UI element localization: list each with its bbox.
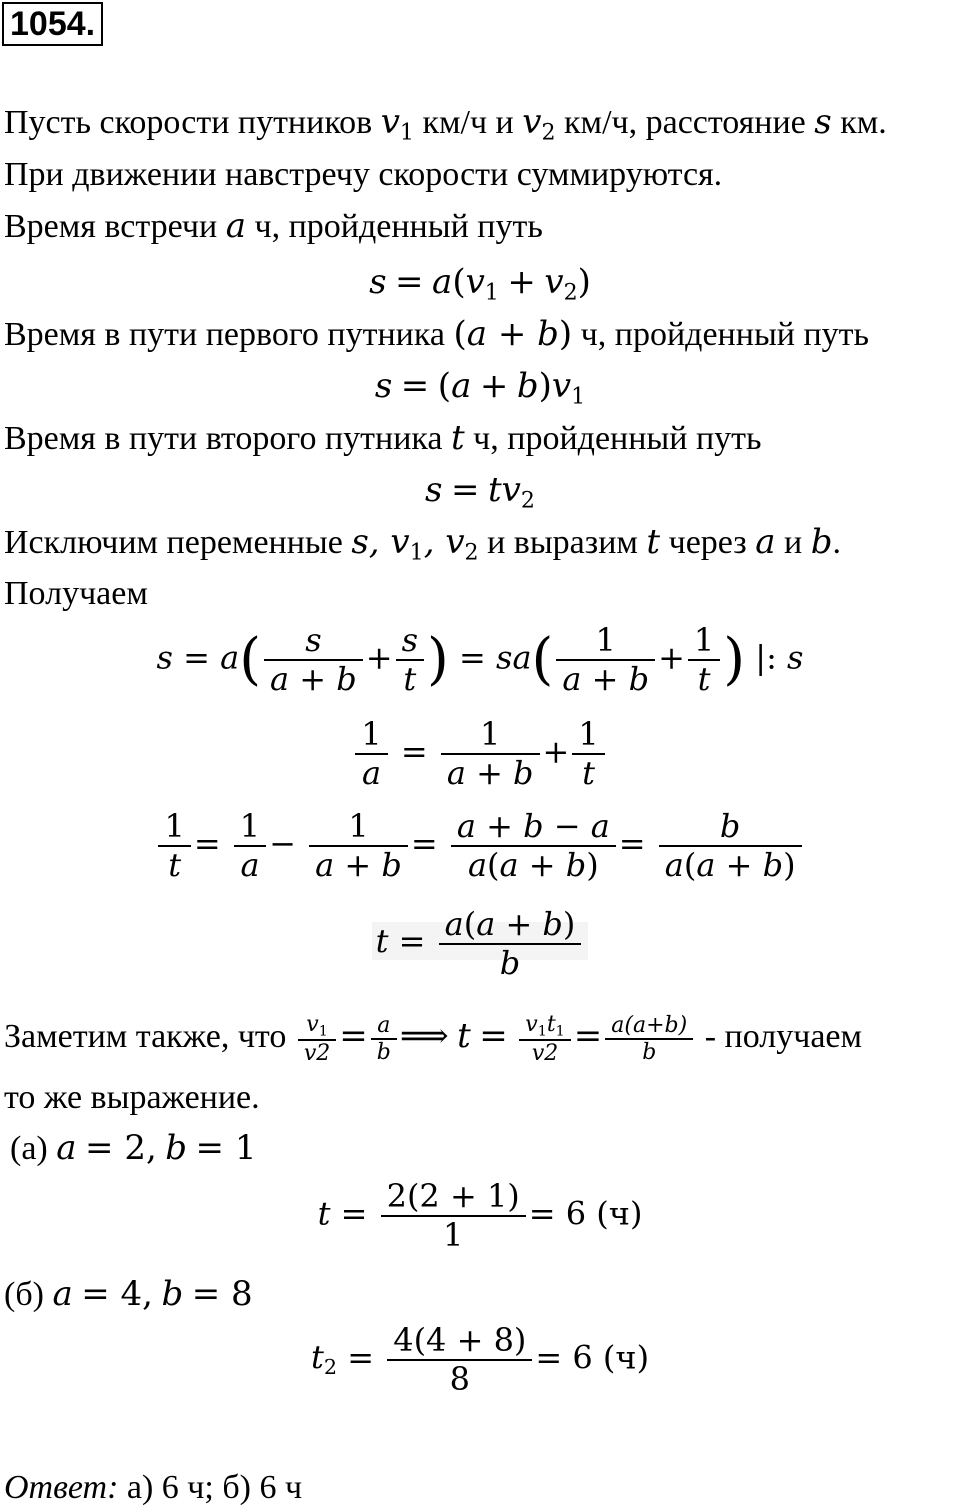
equation-2: $s = (a + b)v_1$ (374, 366, 586, 410)
equation-1: $s = a(v_1 + v_2)$ (369, 262, 591, 306)
text-fragment: Время встречи (4, 208, 226, 245)
text-fragment: ч, пройденный путь (464, 420, 762, 457)
text-fragment: км/ч, расстояние (555, 104, 815, 141)
text-fragment: Пусть скорости путников (4, 104, 381, 141)
text-line-4 (4, 314, 869, 355)
text-fragment: Время в пути первого путника (4, 316, 454, 353)
equation-4: s = a( $\frac{s}{a + b}$ + $\frac{s}{t}$ ) = sa( $\frac{1}{a + b}$ + $\frac{1}{t}$ ) |: s (156, 621, 804, 698)
text-fragment: ч, пройденный путь (572, 316, 870, 353)
text-line-1 (4, 102, 887, 153)
note-line: Заметим также, что $\frac{v_1}{v2}$ = $\frac{a}{b}$ ⟹ t = $\frac{v_1t_1}{v2}$ = $\frac{a(a+b)}{b}$ - получаем (4, 1011, 863, 1067)
equation-7: t = $\frac{a(a + b)}{b}$ (0, 906, 960, 982)
text-line-8: то же выражение. (4, 1079, 260, 1116)
text-line-3 (4, 206, 543, 247)
math-a: a (225, 206, 246, 246)
text-fragment: (б) (4, 1276, 53, 1313)
text-line-7: Получаем (4, 575, 148, 612)
text-fragment: (а) (10, 1130, 57, 1167)
equation-3: $s = tv_2$ (425, 470, 535, 514)
answer-line (4, 1468, 302, 1508)
answer-value: а) 6 ч; б) 6 ч (118, 1469, 303, 1506)
text-line-5 (4, 418, 762, 459)
math-v1: $v_1$ (380, 102, 414, 146)
text-fragment: . (832, 524, 841, 561)
text-fragment: и выразим (478, 524, 647, 561)
text-line-2: При движении навстречу скорости суммируются. (4, 156, 723, 193)
unit-hour: (ч) (596, 1194, 643, 1233)
text-fragment: и (775, 524, 811, 561)
equation-case-a: t = $\frac{2(2 + 1)}{1}$ = 6 (ч) (317, 1177, 643, 1254)
equation-5: $\frac{1}{a}$ = $\frac{1}{a + b}$ + $\frac{1}{t}$ (0, 716, 960, 792)
text-fragment: км/ч и (413, 104, 523, 141)
math-v2: $v_2$ (522, 102, 556, 146)
text-fragment: ч, пройденный путь (245, 208, 543, 245)
math-a-plus-b: (a + b) (453, 314, 573, 354)
math-s: s (814, 102, 832, 142)
text-fragment: через (660, 524, 756, 561)
text-fragment: км. (831, 104, 887, 141)
case-b-line: (б) a = 4, b = 8 (4, 1274, 253, 1314)
math-variables: s, $v_1$, $v_2$ (351, 522, 479, 566)
text-fragment: - получаем (696, 1018, 863, 1055)
text-fragment: Исключим переменные (4, 524, 352, 561)
unit-hour: (ч) (602, 1338, 650, 1377)
answer-label: Ответ: (4, 1469, 119, 1506)
equation-case-b: $t_2$ = $\frac{4(4 + 8)}{8}$ = 6 (ч) (310, 1321, 650, 1398)
equation-6: $\frac{1}{t}$ = $\frac{1}{a}$ − $\frac{1}{a + b}$ = $\frac{a + b - a}{a(a + b)}$ = $\frac{b}{a(a + b)}$ (0, 808, 960, 884)
case-a-line: (а) a = 2, b = 1 (10, 1128, 257, 1168)
math-t: t (450, 418, 465, 458)
text-fragment: Заметим также, что (4, 1018, 295, 1055)
problem-number: 1054. (2, 2, 103, 46)
text-fragment: Время в пути второго путника (4, 420, 451, 457)
text-line-6: Исключим переменные s, $v_1$, $v_2$ и выразим t через a и b. (4, 522, 841, 566)
